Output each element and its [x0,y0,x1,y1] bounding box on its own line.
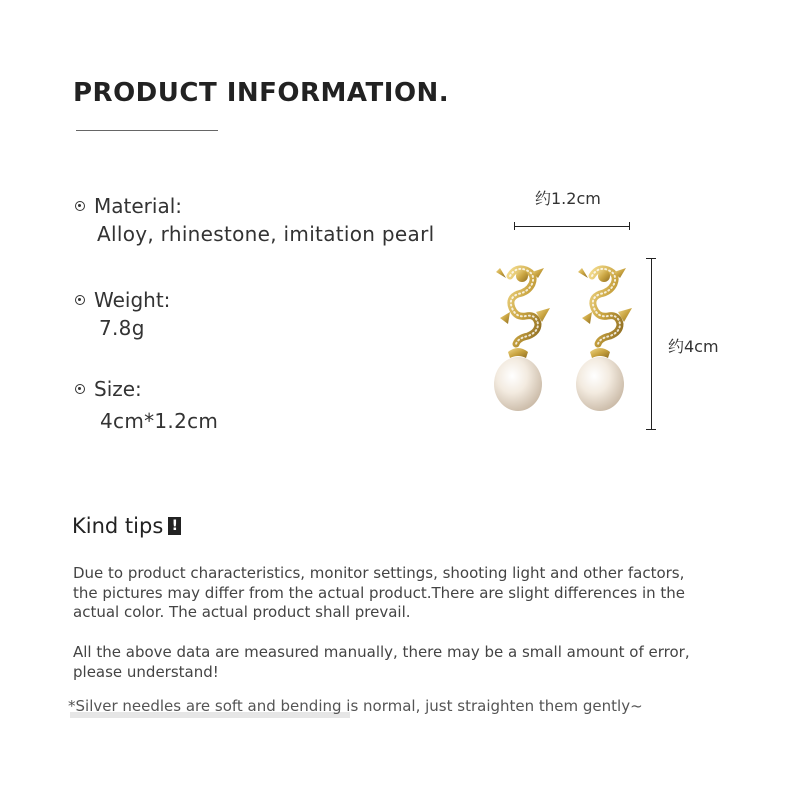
material-value: Alloy, rhinestone, imitation pearl [97,222,435,246]
material-label: Material: [94,194,182,218]
kind-tips-heading [72,514,181,538]
earring-left [494,268,550,411]
weight-value: 7.8g [99,316,145,340]
bullet-icon [75,384,85,394]
title-underline [76,130,218,131]
warning-icon: ! [168,517,181,535]
spec-size [75,375,218,433]
product-figure [480,170,740,450]
width-dimension-label: 约1.2cm [535,189,601,208]
page-title: PRODUCT INFORMATION. [73,78,450,108]
spec-weight [75,286,170,340]
tips-paragraph-measurement: All the above data are measured manually, there may be a small amount of error, please understand! [73,643,690,681]
bullet-icon [75,201,85,211]
bullet-icon [75,295,85,305]
height-dimension-line [651,258,652,430]
earring-right [576,268,632,411]
tips-paragraph-display: Due to product characteristics, monitor settings, shooting light and other factors, the pictures may differ from the actual product.There are slight differences in the actual color. The actual product shall prevail. [73,564,685,621]
silver-needle-note: *Silver needles are soft and bending is normal, just straighten them gently~ [68,697,643,715]
size-label: Size: [94,377,142,401]
kind-tips-title: Kind tips [72,514,164,538]
earrings-image [480,170,650,440]
weight-label: Weight: [94,288,171,312]
height-dimension-label: 约4cm [668,337,719,356]
spec-material [75,192,434,246]
size-value: 4cm*1.2cm [100,409,219,433]
